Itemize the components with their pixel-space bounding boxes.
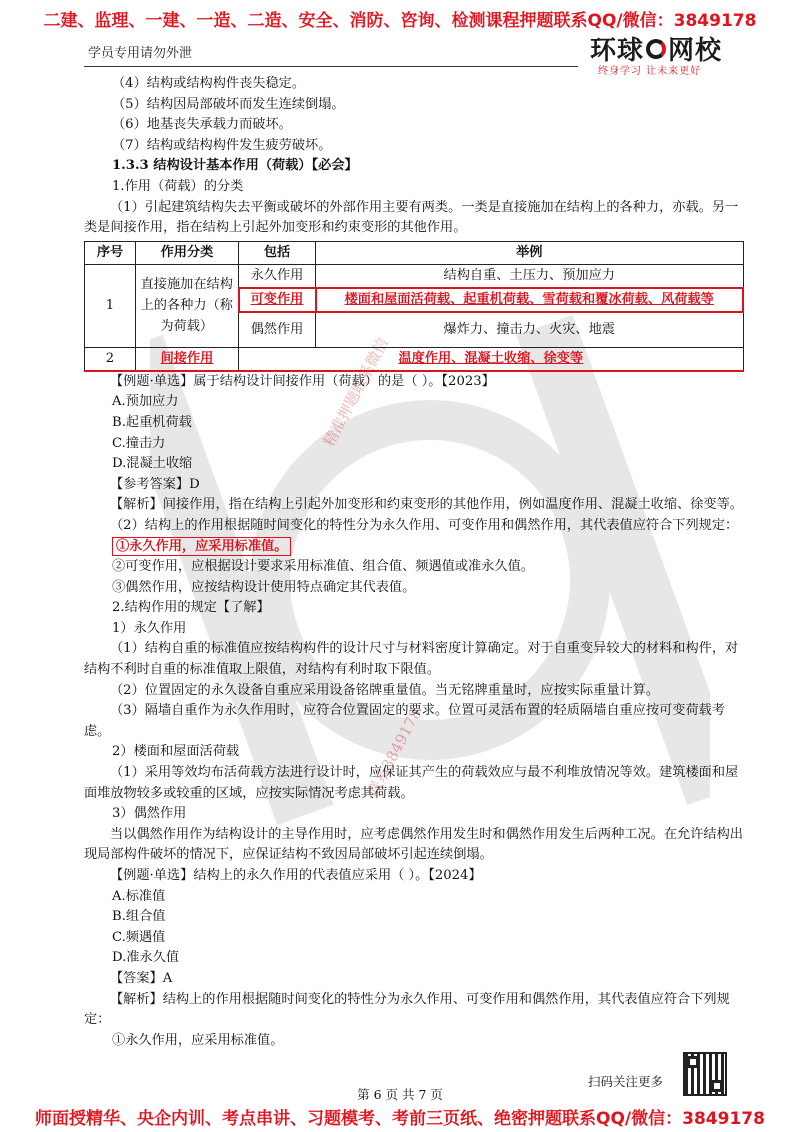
table-cell-example: 爆炸力、撞击力、火灾、地震	[316, 312, 744, 348]
table-cell-example	[239, 347, 744, 371]
question-1-option-d: D.混凝土收缩	[112, 456, 193, 472]
highlight-rule-permanent: ①永久作用，应采用标准值。	[112, 537, 291, 556]
brand-logo	[590, 30, 750, 76]
subsection-heading-provisions: 2.结构作用的规定【了解】	[112, 600, 270, 616]
qr-follow-label: 扫码关注更多	[588, 1074, 664, 1089]
table-cell-no: 2	[85, 347, 136, 371]
paragraph-live-load: （1）采用等效均布活荷载方法进行设计时，应保证其产生的荷载效应与最不利堆放情况等效。建筑楼面和屋面堆放物较多或较重的区域，应按实际情况考虑其荷载。	[84, 765, 739, 801]
question-2-option-a: A.标准值	[112, 888, 166, 904]
rule-accidental-action: ③偶然作用，应按结构设计使用特点确定其代表值。	[112, 579, 416, 595]
question-1-analysis: 【解析】间接作用，指在结构上引起外加变形和约束变形的其他作用，例如温度作用、混凝土收缩、徐变等。	[110, 497, 743, 513]
table-header-row	[85, 241, 744, 264]
question-1-answer: 【参考答案】D	[110, 476, 200, 492]
failure-item-6: （6）地基丧失承载力而破坏。	[112, 117, 292, 133]
heading-live-load: 2）楼面和屋面活荷载	[112, 744, 240, 760]
logo-text-part-a: 环球	[590, 36, 645, 66]
table-header-cell: 序号	[85, 241, 136, 264]
question-2-option-d: D.准永久值	[112, 950, 180, 966]
question-2-rule: ①永久作用，应采用标准值。	[112, 1032, 284, 1048]
table-cell-class	[136, 347, 239, 371]
logo-text-part-b: 网校	[668, 36, 723, 66]
page-number: 第 6 页 共 7 页	[357, 1087, 443, 1102]
table-cell-class: 直接施加在结构上的各种力（称为荷载）	[136, 264, 239, 347]
paragraph-action-classes: （1）引起建筑结构失去平衡或破坏的外部作用主要有两类。一类是直接施加在结构上的各种力，亦载。另一类是间接作用，指在结构上引起外加变形和约束变形的其他作用。	[84, 199, 739, 236]
watermark-text-1: 精准押题联系微信	[319, 334, 393, 450]
table-cell-include: 永久作用	[239, 264, 316, 288]
heading-accidental-action: 3）偶然作用	[112, 806, 187, 822]
question-2-analysis: 【解析】结构上的作用根据随时间变化的特性分为永久作用、可变作用和偶然作用，其代表值应符合下列规定：	[84, 991, 730, 1028]
table-cell-example: 结构自重、土压力、预加应力	[316, 264, 744, 288]
question-2-option-c: C.频遇值	[112, 929, 166, 945]
table-row	[85, 264, 744, 288]
rule-permanent-action	[84, 537, 744, 558]
highlight-variable-examples: 楼面和屋面活荷载、起重机荷载、雪荷载和覆冰荷载、风荷载等	[344, 291, 714, 307]
highlight-variable-action: 可变作用	[250, 291, 304, 307]
logo-slogan: 终身学习 让未来更好	[598, 66, 702, 77]
header-divider	[84, 66, 578, 67]
document-body	[84, 74, 744, 1051]
table-cell-include	[239, 288, 316, 312]
paragraph-accidental-action: 当以偶然作用作为结构设计的主导作用时，应考虑偶然作用发生时和偶然作用发生后两种工况。在允许结构出现局部构件破坏的情况下，应保证结构不致因局部破坏引起连续倒塌。	[84, 826, 743, 863]
highlight-indirect-examples: 温度作用、混凝土收缩、徐变等	[398, 350, 584, 366]
question-2-answer: 【答案】A	[110, 970, 173, 986]
heading-permanent-action: 1）永久作用	[112, 620, 187, 636]
bottom-promo-banner: 师面授精华、央企内训、考点串讲、习题模考、考前三页纸、绝密押题联系QQ/微信：3849178	[35, 1109, 765, 1129]
paragraph-representative-values: （2）结构上的作用根据随时间变化的特性分为永久作用、可变作用和偶然作用，其代表值应符合下列规定：	[110, 517, 739, 533]
question-2-stem: 【例题·单选】结构上的永久作用的代表值应采用（ ）。【2024】	[110, 868, 482, 883]
table-header-cell: 包括	[239, 241, 316, 264]
watermark-text-2: 联系3849178	[363, 705, 426, 800]
table-header-cell: 作用分类	[136, 241, 239, 264]
top-promo-banner: 二建、监理、一建、一造、二造、安全、消防、咨询、检测课程押题联系QQ/微信：3849178	[43, 11, 757, 31]
paragraph-fixed-equipment: （2）位置固定的永久设备自重应采用设备铭牌重量值。当无铭牌重量时，应按实际重量计算。	[110, 682, 660, 698]
question-1-option-c: C.撞击力	[112, 435, 166, 451]
table-cell-no: 1	[85, 264, 136, 347]
table-cell-example	[316, 288, 744, 312]
failure-item-4: （4）结构或结构构件丧失稳定。	[112, 76, 306, 91]
paragraph-partition-weight: （3）隔墙自重作为永久作用时，应符合位置固定的要求。位置可灵活布置的轻质隔墙自重应按可变荷载考虑。	[84, 703, 726, 739]
question-1-stem: 【例题·单选】属于结构设计间接作用（荷载）的是（ ）。【2023】	[110, 373, 495, 389]
question-2-option-b: B.组合值	[112, 909, 166, 925]
question-1-option-b: B.起重机荷载	[112, 414, 192, 430]
highlight-indirect-action: 间接作用	[160, 350, 214, 366]
table-cell-include: 偶然作用	[239, 312, 316, 348]
failure-item-5: （5）结构因局部破坏而发生连续倒塌。	[112, 96, 345, 112]
section-heading-1-3-3: 1.3.3 结构设计基本作用（荷载）【必会】	[112, 158, 358, 174]
table-header-cell: 举例	[316, 241, 744, 264]
logo-ring-icon	[646, 39, 666, 59]
table-row	[85, 347, 744, 371]
question-1-option-a: A.预加应力	[112, 394, 179, 410]
rule-variable-action: ②可变作用，应根据设计要求采用标准值、组合值、频遇值或准永久值。	[112, 559, 534, 575]
failure-item-7: （7）结构或结构构件发生疲劳破坏。	[112, 137, 332, 153]
action-classification-table	[84, 241, 744, 372]
header-confidential-note: 学员专用请勿外泄	[88, 46, 193, 61]
paragraph-self-weight: （1）结构自重的标准值应按结构构件的设计尺寸与材料密度计算确定。对于自重变异较大的材料和构件，对结构不利时自重的标准值取上限值，对结构有利时取下限值。	[84, 641, 739, 678]
subsection-heading-classification: 1.作用（荷载）的分类	[112, 178, 244, 194]
